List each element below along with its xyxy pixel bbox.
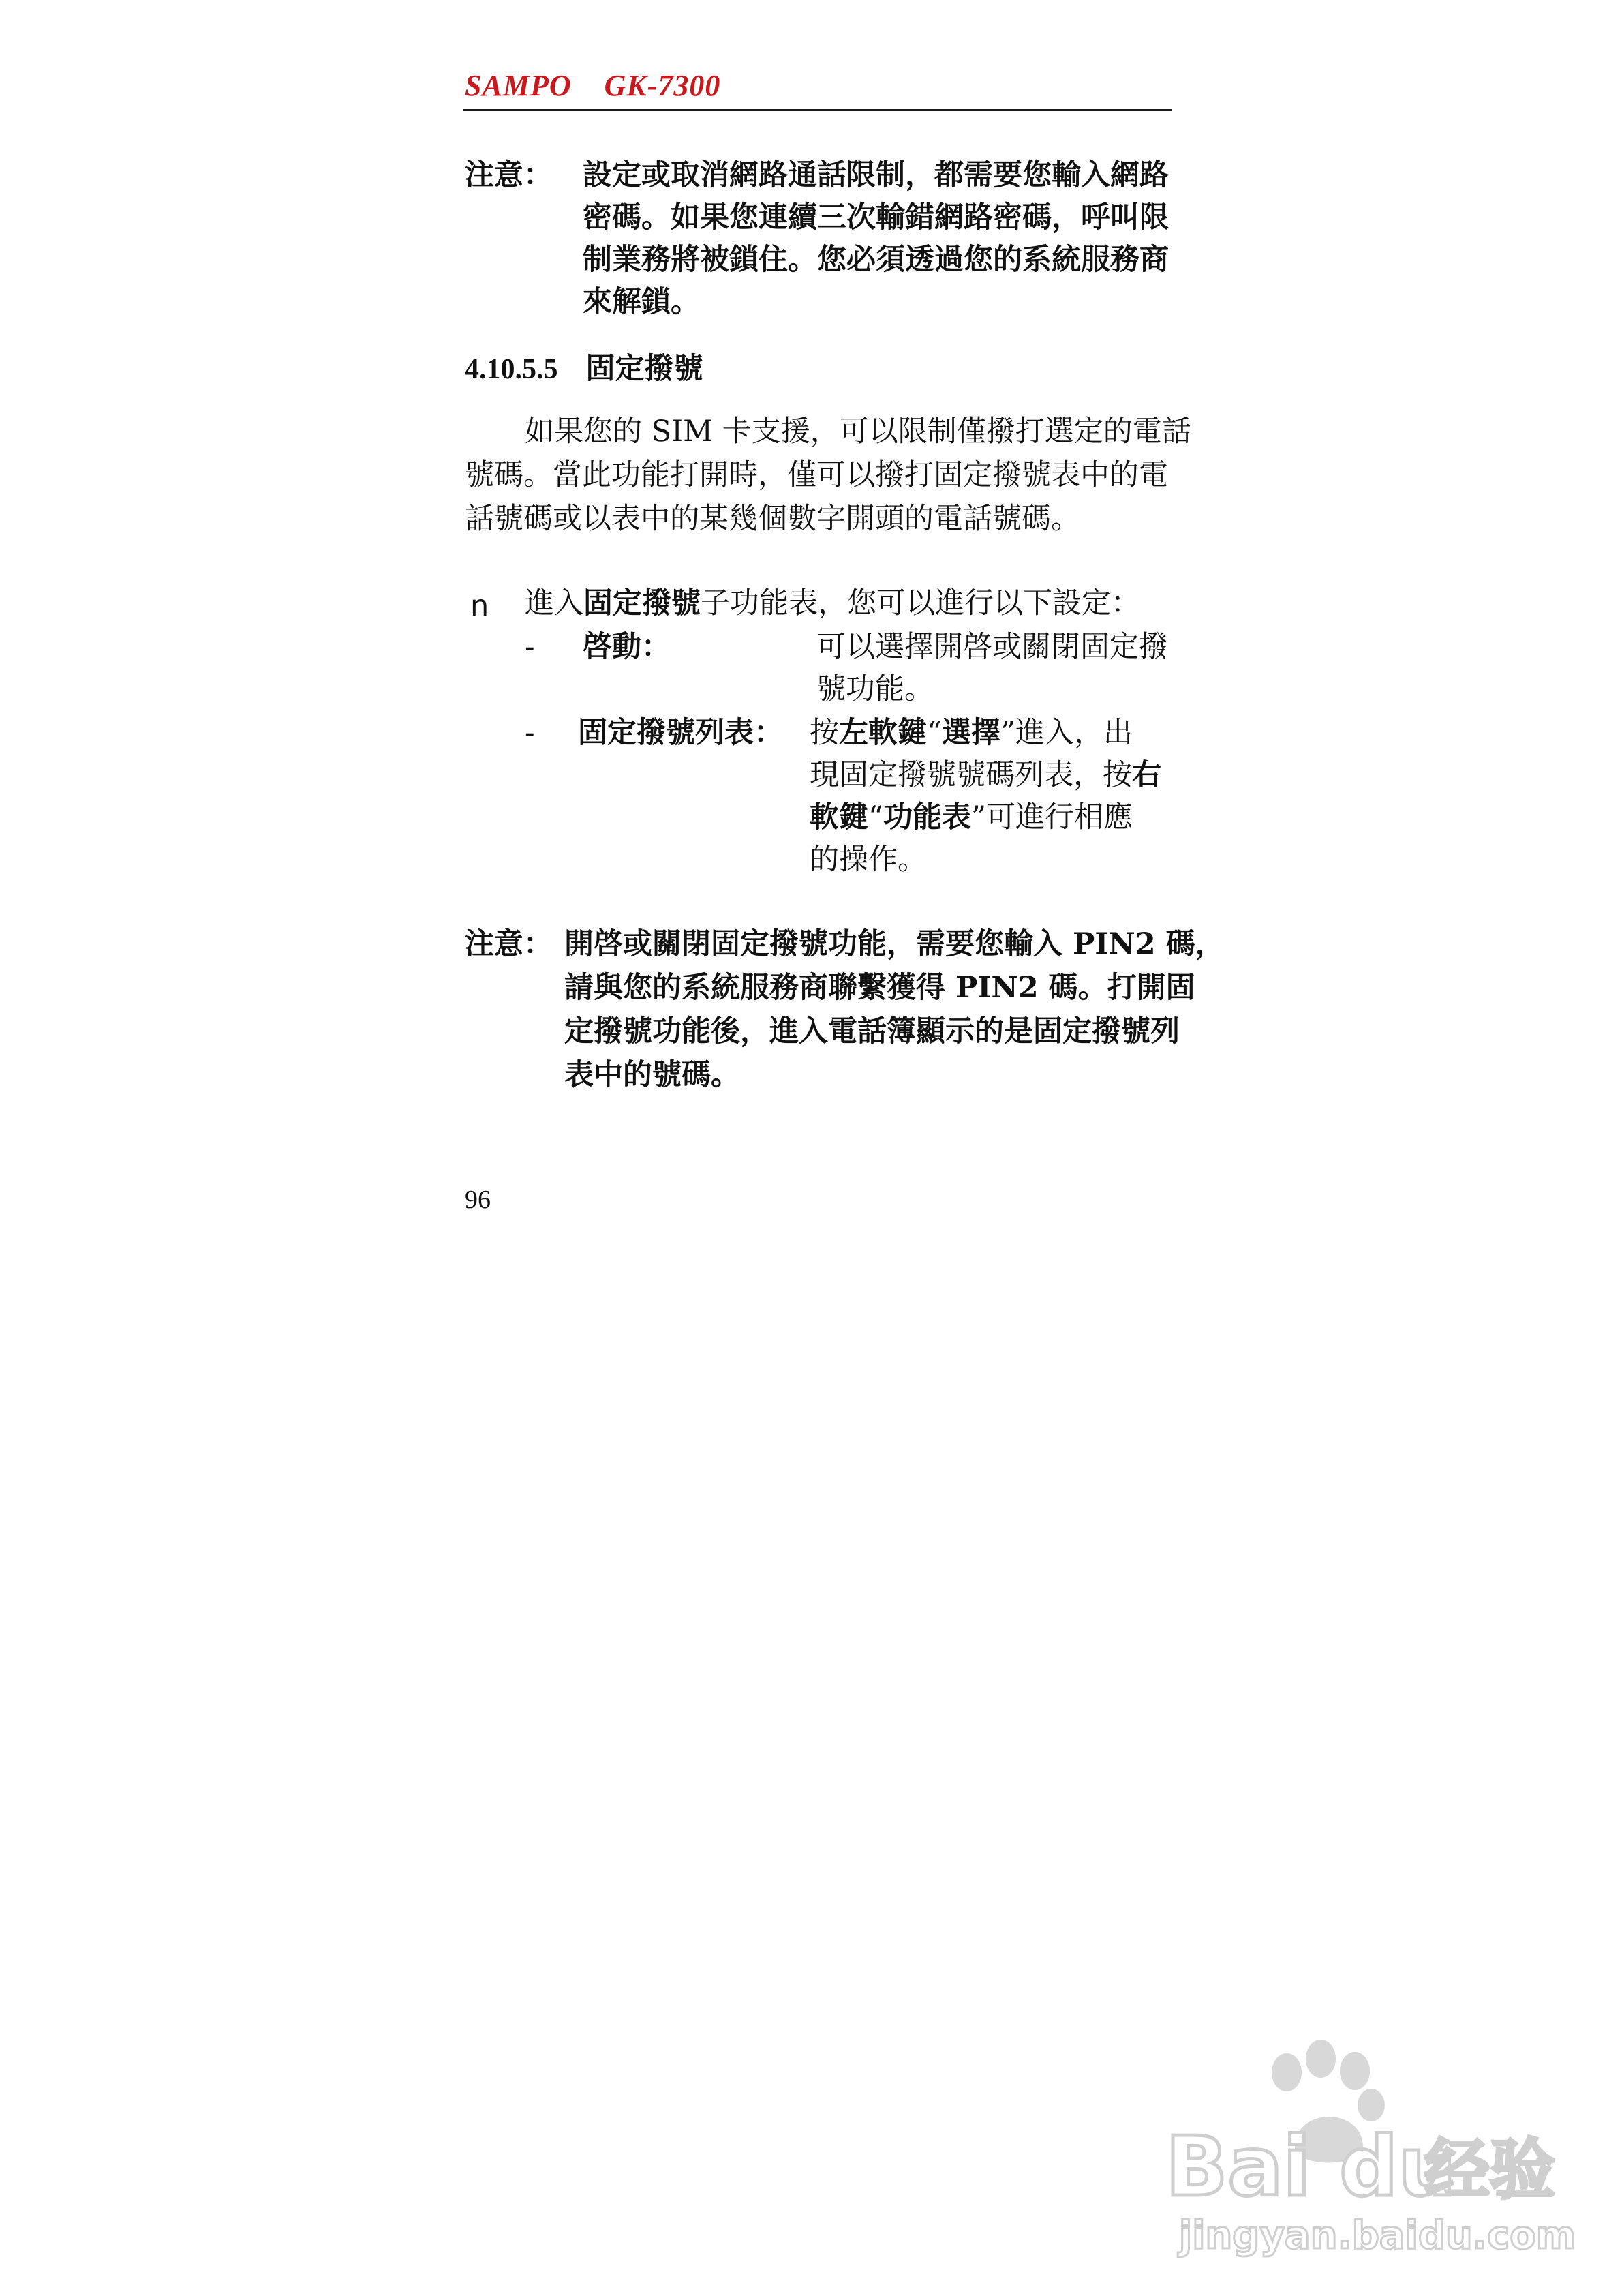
watermark-brand-latin: Bai du xyxy=(1165,2120,1456,2215)
paragraph-line-2: 號碼。當此功能打開時，僅可以撥打固定撥號表中的電 xyxy=(465,458,1168,492)
menu-intro-prefix: 進入 xyxy=(525,586,583,620)
note-2-label: 注意： xyxy=(465,927,553,961)
menu-intro-name: 固定撥號 xyxy=(583,586,701,620)
watermark-brand-cn: 经验 xyxy=(1424,2132,1555,2208)
item-1-desc-line-1: 可以選擇開啓或關閉固定撥 xyxy=(816,630,1168,664)
item-2-desc-quote: “ xyxy=(868,800,883,834)
left-softkey-term: 左軟鍵 xyxy=(839,716,927,750)
note-1-line-2: 密碼。如果您連續三次輸錯網路密碼，呼叫限 xyxy=(583,200,1169,235)
header-rule xyxy=(463,109,1172,111)
right-softkey-term-start: 右 xyxy=(1132,758,1161,792)
section-title: 固定撥號 xyxy=(585,352,703,386)
item-1-desc-line-2: 號功能。 xyxy=(816,672,934,706)
section-number: 4.10.5.5 xyxy=(465,354,558,385)
watermark-url: jingyan.baidu.com xyxy=(1179,2214,1576,2258)
item-1-dash: - xyxy=(525,630,535,664)
bullet-marker: n xyxy=(470,589,489,623)
paragraph-line-1: 如果您的 SIM 卡支援，可以限制僅撥打選定的電話 xyxy=(525,414,1191,449)
item-2-desc-text: ”進入，出 xyxy=(1000,716,1133,750)
item-2-desc-text: ”可進行相應 xyxy=(970,800,1133,834)
note-2-line-3: 定撥號功能後，進入電話簿顯示的是固定撥號列 xyxy=(564,1014,1180,1048)
section-heading xyxy=(465,354,703,384)
item-2-label: 固定撥號列表： xyxy=(578,716,783,750)
item-2-desc-line-1 xyxy=(810,716,1133,750)
item-2-desc-line-4: 的操作。 xyxy=(810,843,927,877)
item-2-desc-quote: “ xyxy=(927,716,942,750)
item-2-dash: - xyxy=(525,716,535,750)
note-1-line-1: 設定或取消網路通話限制，都需要您輸入網路 xyxy=(583,158,1169,192)
select-term: 選擇 xyxy=(941,716,1000,750)
menu-term: 功能表 xyxy=(883,800,971,834)
page-number: 96 xyxy=(465,1185,491,1214)
item-1-label: 啓動： xyxy=(583,630,671,664)
item-2-desc-text: 按 xyxy=(810,716,839,750)
note-1-label: 注意： xyxy=(465,158,553,192)
header-title: SAMPO GK-7300 xyxy=(465,69,721,102)
item-2-desc-line-3 xyxy=(810,800,1133,834)
menu-intro-suffix: 子功能表，您可以進行以下設定： xyxy=(701,586,1140,620)
note-1-line-4: 來解鎖。 xyxy=(583,285,700,319)
note-1-line-3: 制業務將被鎖住。您必須透過您的系統服務商 xyxy=(583,243,1169,277)
item-2-desc-line-2 xyxy=(810,758,1161,792)
baidu-watermark-logo xyxy=(1159,2031,1581,2263)
note-2-line-4: 表中的號碼。 xyxy=(564,1058,740,1092)
paragraph-line-3: 話號碼或以表中的某幾個數字開頭的電話號碼。 xyxy=(465,502,1080,536)
note-2-line-2: 請與您的系統服務商聯繫獲得 PIN2 碼。打開固 xyxy=(564,971,1195,1005)
menu-intro xyxy=(525,586,1140,620)
right-softkey-term-end: 軟鍵 xyxy=(810,800,868,834)
note-2-line-1: 開啓或關閉固定撥號功能，需要您輸入 PIN2 碼， xyxy=(564,927,1225,961)
item-2-desc-text: 現固定撥號號碼列表，按 xyxy=(810,758,1132,792)
